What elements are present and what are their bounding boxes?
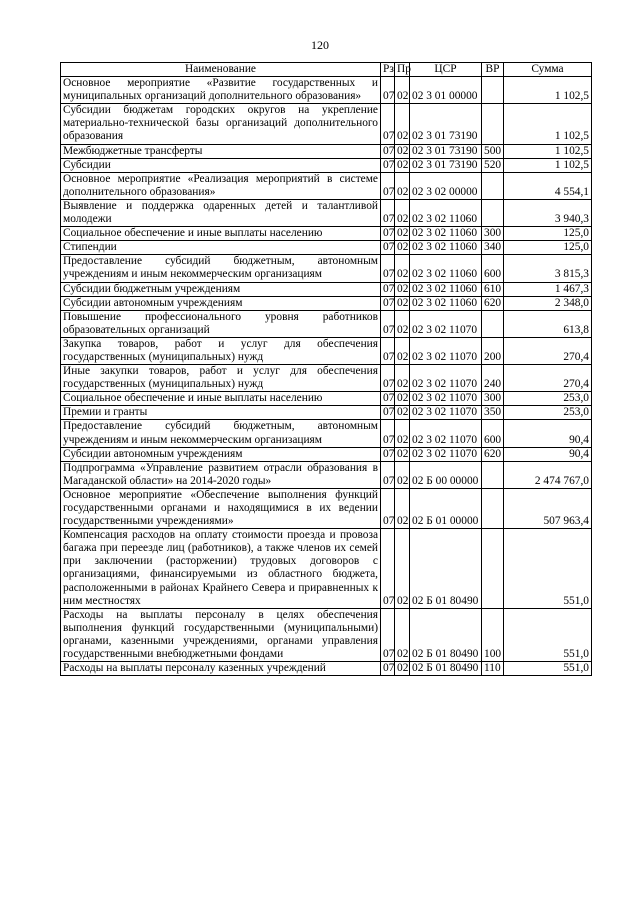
cell-pr: 02 xyxy=(395,282,410,296)
cell-csr: 02 3 02 11070 xyxy=(410,337,482,364)
cell-name: Иные закупки товаров, работ и услуг для обеспечения государственных (муниципальных) нужд xyxy=(61,365,381,392)
cell-pr: 02 xyxy=(395,365,410,392)
cell-name: Расходы на выплаты персоналу казенных учреждений xyxy=(61,662,381,676)
cell-vr: 350 xyxy=(482,406,504,420)
cell-vr xyxy=(482,199,504,226)
cell-name: Стипендии xyxy=(61,241,381,255)
cell-name: Закупка товаров, работ и услуг для обеспечения государственных (муниципальных) нужд xyxy=(61,337,381,364)
cell-sum: 4 554,1 xyxy=(504,172,592,199)
cell-pr: 02 xyxy=(395,608,410,661)
cell-name: Социальное обеспечение и иные выплаты населению xyxy=(61,392,381,406)
cell-sum: 1 102,5 xyxy=(504,144,592,158)
cell-pr: 02 xyxy=(395,488,410,528)
cell-sum: 1 102,5 xyxy=(504,77,592,104)
table-row xyxy=(61,282,592,296)
cell-csr: 02 Б 00 00000 xyxy=(410,461,482,488)
cell-name: Предоставление субсидий бюджетным, автономным учреждениям и иным некоммерческим организациям xyxy=(61,420,381,447)
table-row xyxy=(61,104,592,144)
table-row xyxy=(61,310,592,337)
cell-rz: 07 xyxy=(381,529,395,609)
cell-rz: 07 xyxy=(381,158,395,172)
table-header-row xyxy=(61,63,592,77)
table-row xyxy=(61,447,592,461)
cell-vr: 300 xyxy=(482,392,504,406)
cell-rz: 07 xyxy=(381,172,395,199)
cell-vr: 110 xyxy=(482,662,504,676)
cell-csr: 02 3 01 73190 xyxy=(410,104,482,144)
cell-name: Выявление и поддержка одаренных детей и талантливой молодежи xyxy=(61,199,381,226)
table-row xyxy=(61,144,592,158)
cell-csr: 02 3 02 11060 xyxy=(410,282,482,296)
table-row xyxy=(61,662,592,676)
table-row xyxy=(61,392,592,406)
table-row xyxy=(61,337,592,364)
cell-rz: 07 xyxy=(381,420,395,447)
table-row xyxy=(61,199,592,226)
cell-rz: 07 xyxy=(381,608,395,661)
table-row xyxy=(61,227,592,241)
cell-sum: 270,4 xyxy=(504,365,592,392)
cell-name: Субсидии бюджетным учреждениям xyxy=(61,282,381,296)
cell-rz: 07 xyxy=(381,77,395,104)
cell-pr: 02 xyxy=(395,337,410,364)
cell-csr: 02 Б 01 80490 xyxy=(410,662,482,676)
cell-vr: 600 xyxy=(482,255,504,282)
cell-sum: 1 102,5 xyxy=(504,104,592,144)
cell-vr: 340 xyxy=(482,241,504,255)
cell-name: Социальное обеспечение и иные выплаты населению xyxy=(61,227,381,241)
cell-csr: 02 3 02 11060 xyxy=(410,227,482,241)
cell-pr: 02 xyxy=(395,104,410,144)
cell-vr: 300 xyxy=(482,227,504,241)
cell-vr: 600 xyxy=(482,420,504,447)
cell-sum: 551,0 xyxy=(504,529,592,609)
cell-sum: 2 348,0 xyxy=(504,296,592,310)
cell-pr: 02 xyxy=(395,199,410,226)
cell-sum: 551,0 xyxy=(504,608,592,661)
cell-rz: 07 xyxy=(381,104,395,144)
cell-vr xyxy=(482,529,504,609)
table-row xyxy=(61,241,592,255)
cell-csr: 02 3 01 00000 xyxy=(410,77,482,104)
cell-rz: 07 xyxy=(381,227,395,241)
cell-sum: 2 474 767,0 xyxy=(504,461,592,488)
table-row xyxy=(61,158,592,172)
cell-csr: 02 3 02 11070 xyxy=(410,310,482,337)
cell-csr: 02 Б 01 80490 xyxy=(410,608,482,661)
table-row xyxy=(61,406,592,420)
cell-name: Межбюджетные трансферты xyxy=(61,144,381,158)
cell-sum: 1 467,3 xyxy=(504,282,592,296)
cell-csr: 02 3 02 11070 xyxy=(410,392,482,406)
cell-csr: 02 3 01 73190 xyxy=(410,144,482,158)
header-vr: ВР xyxy=(482,63,504,77)
table-row xyxy=(61,296,592,310)
cell-name: Повышение профессионального уровня работников образовательных организаций xyxy=(61,310,381,337)
cell-sum: 3 815,3 xyxy=(504,255,592,282)
cell-sum: 253,0 xyxy=(504,392,592,406)
cell-pr: 02 xyxy=(395,529,410,609)
cell-rz: 07 xyxy=(381,241,395,255)
cell-name: Расходы на выплаты персоналу в целях обеспечения выполнения функций государственными (муниципальными) органами, казенными учреждениями, органами управления государственными внебюджетными фондами xyxy=(61,608,381,661)
cell-pr: 02 xyxy=(395,296,410,310)
cell-name: Основное мероприятие «Развитие государственных и муниципальных организаций дополнительного образования» xyxy=(61,77,381,104)
cell-pr: 02 xyxy=(395,227,410,241)
cell-pr: 02 xyxy=(395,255,410,282)
cell-csr: 02 3 02 11070 xyxy=(410,420,482,447)
cell-rz: 07 xyxy=(381,337,395,364)
cell-csr: 02 Б 01 00000 xyxy=(410,488,482,528)
cell-vr: 200 xyxy=(482,337,504,364)
cell-rz: 07 xyxy=(381,255,395,282)
cell-name: Подпрограмма «Управление развитием отрасли образования в Магаданской области» на 2014-2020 годы» xyxy=(61,461,381,488)
cell-name: Субсидии автономным учреждениям xyxy=(61,447,381,461)
table-row xyxy=(61,529,592,609)
cell-pr: 02 xyxy=(395,461,410,488)
cell-csr: 02 3 02 11070 xyxy=(410,447,482,461)
cell-rz: 07 xyxy=(381,406,395,420)
budget-table xyxy=(60,62,592,676)
cell-name: Основное мероприятие «Обеспечение выполнения функций государственными органами и находящимися в их ведении государственными учреждениями» xyxy=(61,488,381,528)
cell-vr: 520 xyxy=(482,158,504,172)
cell-pr: 02 xyxy=(395,241,410,255)
cell-vr xyxy=(482,172,504,199)
cell-rz: 07 xyxy=(381,365,395,392)
cell-name: Предоставление субсидий бюджетным, автономным учреждениям и иным некоммерческим организациям xyxy=(61,255,381,282)
table-row xyxy=(61,461,592,488)
cell-name: Компенсация расходов на оплату стоимости проезда и провоза багажа при переезде лиц (работников), а также членов их семей при заключении (расторжении) трудовых договоров с организациями, финансируемыми из областного бюджета, расположенными в районах Крайнего Севера и приравненных к ним местностях xyxy=(61,529,381,609)
cell-vr: 100 xyxy=(482,608,504,661)
table-row xyxy=(61,488,592,528)
cell-sum: 3 940,3 xyxy=(504,199,592,226)
cell-pr: 02 xyxy=(395,158,410,172)
cell-vr xyxy=(482,488,504,528)
cell-vr: 610 xyxy=(482,282,504,296)
table-row xyxy=(61,608,592,661)
cell-name: Премии и гранты xyxy=(61,406,381,420)
header-rz: Рз xyxy=(381,63,395,77)
cell-sum: 551,0 xyxy=(504,662,592,676)
cell-sum: 507 963,4 xyxy=(504,488,592,528)
table-row xyxy=(61,420,592,447)
cell-sum: 125,0 xyxy=(504,241,592,255)
cell-csr: 02 3 02 00000 xyxy=(410,172,482,199)
page-number: 120 xyxy=(311,38,329,52)
cell-csr: 02 3 02 11060 xyxy=(410,241,482,255)
cell-pr: 02 xyxy=(395,662,410,676)
cell-pr: 02 xyxy=(395,77,410,104)
cell-sum: 90,4 xyxy=(504,420,592,447)
cell-rz: 07 xyxy=(381,144,395,158)
table-row xyxy=(61,255,592,282)
header-sum: Сумма xyxy=(504,63,592,77)
cell-vr: 240 xyxy=(482,365,504,392)
cell-sum: 90,4 xyxy=(504,447,592,461)
cell-pr: 02 xyxy=(395,392,410,406)
cell-name: Субсидии xyxy=(61,158,381,172)
cell-pr: 02 xyxy=(395,447,410,461)
cell-rz: 07 xyxy=(381,392,395,406)
cell-name: Субсидии автономным учреждениям xyxy=(61,296,381,310)
header-name: Наименование xyxy=(61,63,381,77)
cell-rz: 07 xyxy=(381,282,395,296)
cell-name: Основное мероприятие «Реализация мероприятий в системе дополнительного образования» xyxy=(61,172,381,199)
cell-rz: 07 xyxy=(381,296,395,310)
cell-sum: 1 102,5 xyxy=(504,158,592,172)
cell-csr: 02 3 02 11070 xyxy=(410,406,482,420)
cell-csr: 02 Б 01 80490 xyxy=(410,529,482,609)
cell-vr xyxy=(482,310,504,337)
cell-rz: 07 xyxy=(381,447,395,461)
table-row xyxy=(61,77,592,104)
table-row xyxy=(61,365,592,392)
cell-vr: 620 xyxy=(482,447,504,461)
header-pr: Пр xyxy=(395,63,410,77)
cell-vr xyxy=(482,77,504,104)
cell-name: Субсидии бюджетам городских округов на укрепление материально-технической базы организаций дополнительного образования xyxy=(61,104,381,144)
cell-vr xyxy=(482,104,504,144)
cell-sum: 613,8 xyxy=(504,310,592,337)
table-row xyxy=(61,172,592,199)
cell-vr: 620 xyxy=(482,296,504,310)
header-csr: ЦСР xyxy=(410,63,482,77)
cell-rz: 07 xyxy=(381,199,395,226)
cell-vr: 500 xyxy=(482,144,504,158)
cell-sum: 270,4 xyxy=(504,337,592,364)
cell-sum: 253,0 xyxy=(504,406,592,420)
cell-pr: 02 xyxy=(395,420,410,447)
cell-vr xyxy=(482,461,504,488)
cell-csr: 02 3 02 11060 xyxy=(410,296,482,310)
cell-csr: 02 3 02 11070 xyxy=(410,365,482,392)
cell-pr: 02 xyxy=(395,144,410,158)
cell-csr: 02 3 02 11060 xyxy=(410,255,482,282)
cell-rz: 07 xyxy=(381,662,395,676)
cell-pr: 02 xyxy=(395,406,410,420)
cell-sum: 125,0 xyxy=(504,227,592,241)
cell-csr: 02 3 01 73190 xyxy=(410,158,482,172)
cell-rz: 07 xyxy=(381,461,395,488)
cell-rz: 07 xyxy=(381,488,395,528)
cell-pr: 02 xyxy=(395,310,410,337)
cell-csr: 02 3 02 11060 xyxy=(410,199,482,226)
cell-pr: 02 xyxy=(395,172,410,199)
cell-rz: 07 xyxy=(381,310,395,337)
